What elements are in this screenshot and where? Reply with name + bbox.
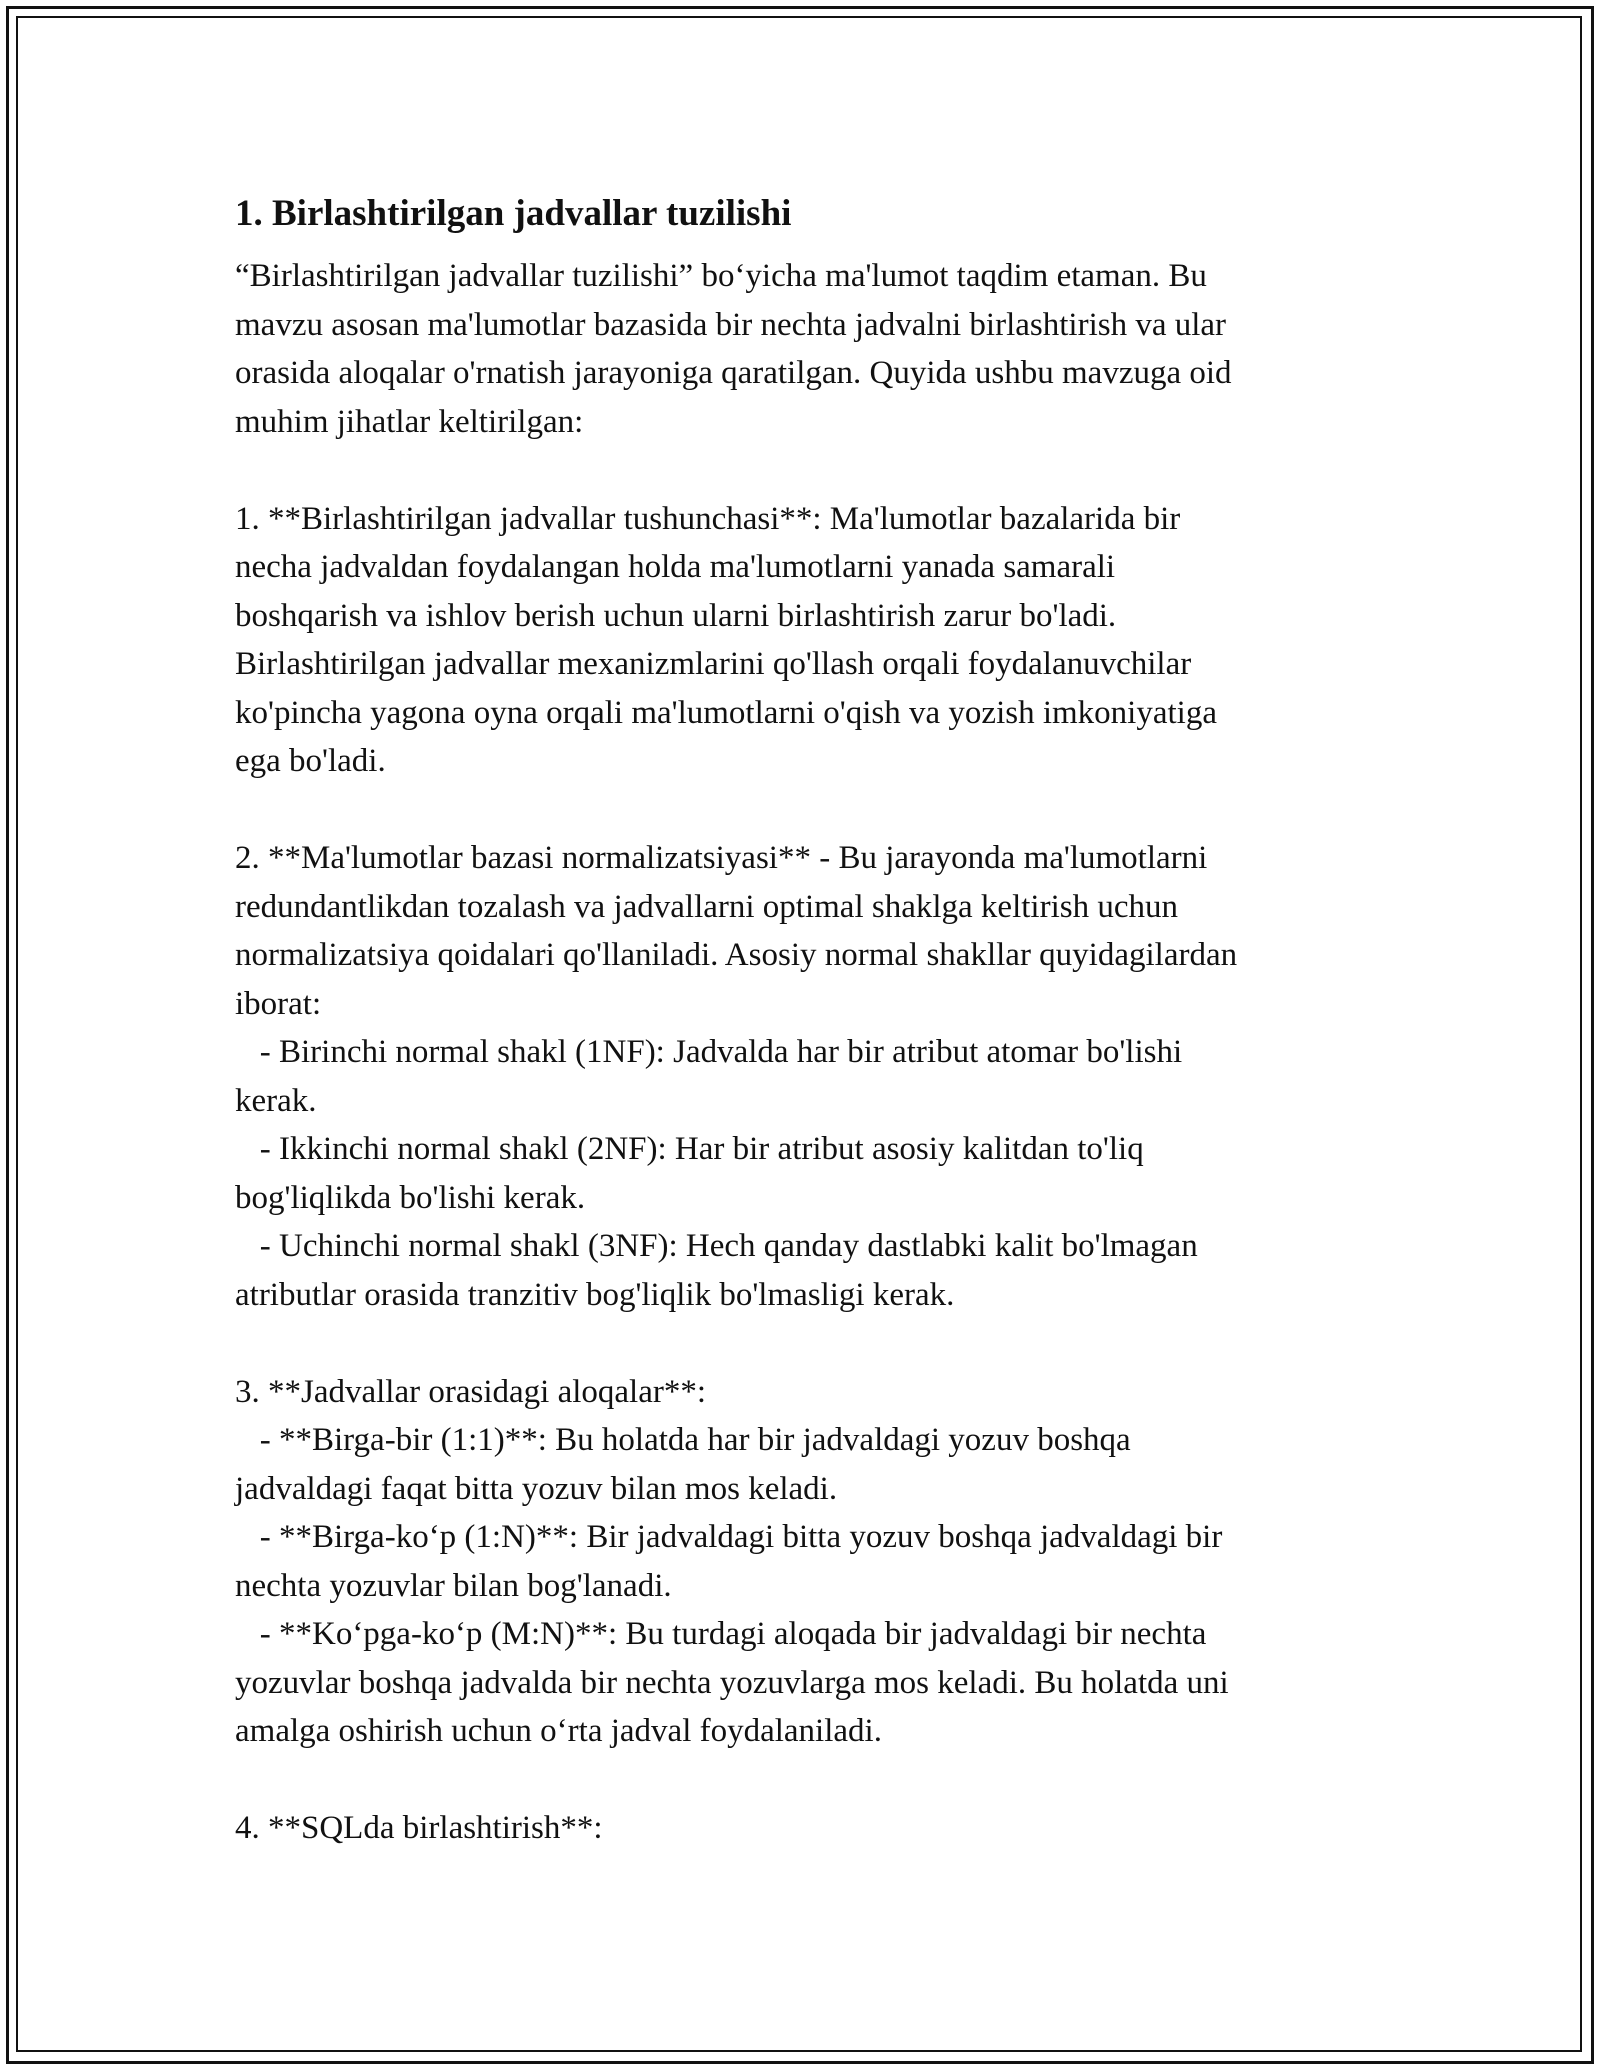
text-line: boshqarish va ishlov berish uchun ularni birlashtirish zarur bo'ladi.	[235, 597, 1117, 634]
text-line: 4. **SQLda birlashtirish**:	[235, 1810, 603, 1846]
text-line: ega bo'ladi.	[235, 743, 386, 779]
text-line: - Birinchi normal shakl (1NF): Jadvalda har bir atribut atomar bo'lishi	[235, 1034, 1183, 1070]
text-line: kerak.	[235, 1082, 317, 1119]
text-line: necha jadvaldan foydalangan holda ma'lumotlarni yanada samarali	[235, 549, 1116, 585]
text-line: 3. **Jadvallar orasidagi aloqalar**:	[235, 1373, 707, 1410]
text-line: muhim jihatlar keltirilgan:	[235, 403, 584, 440]
document-body	[235, 186, 1365, 1853]
text-line: atributlar orasida tranzitiv bog'liqlik bo'lmasligi kerak.	[235, 1276, 955, 1313]
text-line: iborat:	[235, 985, 322, 1022]
text-line: - **Birga-ko‘p (1:N)**: Bir jadvaldagi bitta yozuv boshqa jadvaldagi bir	[235, 1519, 1223, 1555]
text-line: bog'liqlikda bo'lishi kerak.	[235, 1179, 586, 1216]
blank-line	[235, 1319, 1365, 1368]
text-line: 2. **Ma'lumotlar bazasi normalizatsiyasi** - Bu jarayonda ma'lumotlarni	[235, 840, 1208, 876]
blank-line	[235, 1756, 1365, 1805]
text-line: jadvaldagi faqat bitta yozuv bilan mos keladi.	[235, 1470, 838, 1507]
text-line: - Uchinchi normal shakl (3NF): Hech qanday dastlabki kalit bo'lmagan	[235, 1228, 1198, 1264]
text-line: orasida aloqalar o'rnatish jarayoniga qaratilgan. Quyida ushbu mavzuga oid	[235, 355, 1232, 391]
text-line: “Birlashtirilgan jadvallar tuzilishi” bo‘yicha ma'lumot taqdim etaman. Bu	[235, 258, 1207, 294]
text-line: mavzu asosan ma'lumotlar bazasida bir nechta jadvalni birlashtirish va ular	[235, 306, 1227, 343]
page-title: 1. Birlashtirilgan jadvallar tuzilishi	[235, 193, 792, 234]
blank-line	[235, 446, 1365, 495]
text-line: 1. **Birlashtirilgan jadvallar tushunchasi**: Ma'lumotlar bazalarida bir	[235, 500, 1181, 537]
text-line: redundantlikdan tozalash va jadvallarni optimal shaklga keltirish uchun	[235, 888, 1178, 925]
text-line: ko'pincha yagona oyna orqali ma'lumotlarni o'qish va yozish imkoniyatiga	[235, 694, 1217, 731]
text-line: - **Ko‘pga-ko‘p (M:N)**: Bu turdagi aloqada bir jadvaldagi bir nechta	[235, 1616, 1207, 1652]
text-line: amalga oshirish uchun o‘rta jadval foydalaniladi.	[235, 1713, 882, 1749]
text-line: Birlashtirilgan jadvallar mexanizmlarini qo'llash orqali foydalanuvchilar	[235, 646, 1192, 682]
blank-line	[235, 786, 1365, 835]
text-line: normalizatsiya qoidalari qo'llaniladi. Asosiy normal shakllar quyidagilardan	[235, 937, 1238, 973]
text-line: - Ikkinchi normal shakl (2NF): Har bir atribut asosiy kalitdan to'liq	[235, 1131, 1144, 1167]
text-line: nechta yozuvlar bilan bog'lanadi.	[235, 1567, 672, 1604]
document-text	[235, 252, 1365, 1853]
text-line: - **Birga-bir (1:1)**: Bu holatda har bir jadvaldagi yozuv boshqa	[235, 1422, 1131, 1458]
text-line: yozuvlar boshqa jadvalda bir nechta yozuvlarga mos keladi. Bu holatda uni	[235, 1664, 1229, 1701]
